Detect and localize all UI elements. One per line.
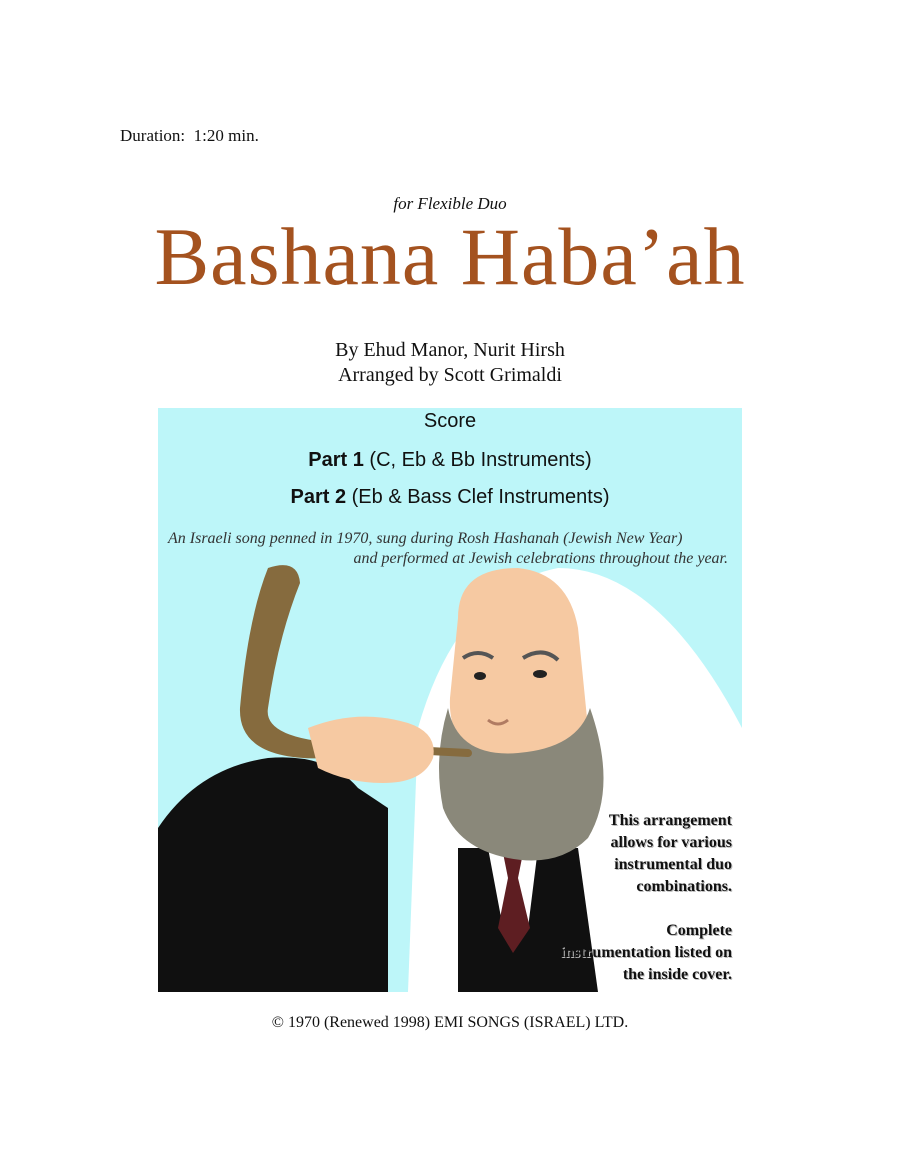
instrumentation-note — [500, 920, 732, 986]
composers-line: By Ehud Manor, Nurit Hirsh — [335, 339, 565, 361]
part2-name: Part 2 — [290, 486, 347, 508]
description-line-1: An Israeli song penned in 1970, sung during Rosh Hashanah (Jewish New Year) — [168, 530, 683, 547]
right-eye-icon — [533, 670, 547, 678]
score-label: Score — [423, 410, 477, 432]
page-title: Bashana Haba’ah — [154, 211, 746, 302]
part1-detail: (C, Eb & Bb Instruments) — [369, 449, 592, 471]
part1-line — [158, 449, 742, 472]
note2-line: instrumentation listed on — [560, 944, 732, 961]
note1-line: instrumental duo — [614, 856, 732, 873]
description-line-2: and performed at Jewish celebrations throughout the year. — [353, 550, 728, 567]
subtitle: for Flexible Duo — [393, 194, 507, 213]
part1-name: Part 1 — [308, 449, 364, 471]
arrangement-note — [500, 810, 732, 898]
copyright-text: © 1970 (Renewed 1998) EMI SONGS (ISRAEL) LTD. — [271, 1014, 629, 1031]
credits — [0, 338, 900, 388]
note1-line: combinations. — [636, 878, 732, 895]
note2-line: Complete — [666, 922, 732, 939]
left-eye-icon — [474, 672, 486, 680]
note1-line: This arrangement — [608, 812, 732, 829]
part2-line — [158, 486, 742, 509]
duration-text: Duration: 1:20 min. — [120, 126, 259, 145]
part2-detail: (Eb & Bass Clef Instruments) — [351, 486, 610, 508]
note2-line: the inside cover. — [622, 966, 732, 983]
arm-coat — [158, 757, 388, 992]
arranger-line: Arranged by Scott Grimaldi — [338, 364, 562, 386]
note1-line: allows for various — [610, 834, 732, 851]
